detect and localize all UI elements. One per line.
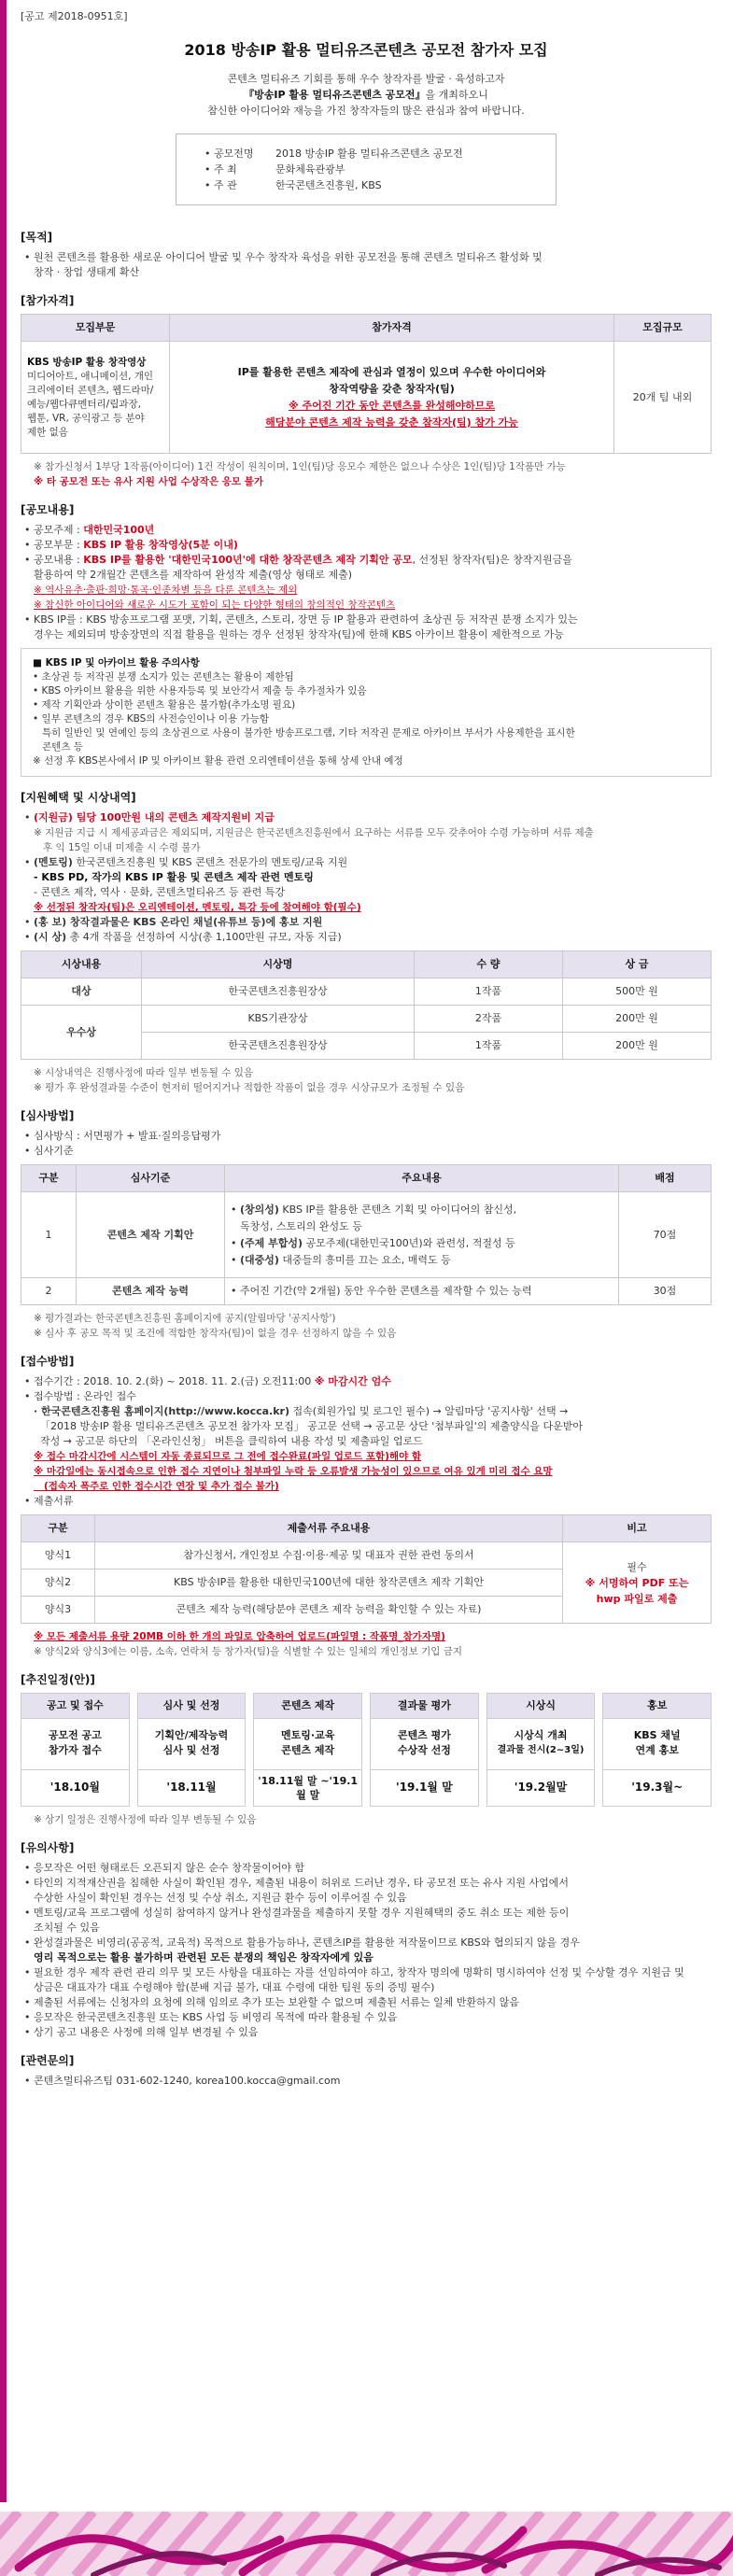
section-review-heading: [심사방법] [21,1109,75,1122]
page-title: 2018 방송IP 활용 멀티유즈콘텐츠 공모전 참가자 모집 [184,41,548,59]
schedule-step: 심사 및 선정 기획안/제작능력 심사 및 선정 '18.11월 [137,1693,247,1807]
eligibility-table: 모집부문 참가자격 모집규모 KBS 방송IP 활용 창작영상 미디어아트, 애니메이션, 개인 크리에이터 콘텐츠, 웹드라마/ 예능/웹다큐멘터리/립과장, 웹툰, VR, 공익광고 등 분야 제한 없음 IP를 활용한 콘텐츠 제작에 관심과 열정이 있으며 우수한 아이디어와 창작역량을 갖춘 창작자(팀) ※ 주어진 기간 동안 콘텐츠를 완성해야하므로 해당분야 콘텐츠 제작 능력을 갖춘 참작자(팀) 참가 가능 20개 팀 내외 [21,314,712,454]
section-support-heading: [지원혜택 및 시상내역] [21,791,136,804]
ip-caution-box: ■ KBS IP 및 아카이브 활용 주의사항 • 초상권 등 저작권 분쟁 소지가 있는 콘텐츠는 활용이 제한됨 • KBS 아카이브 활용을 위한 사용자등록 및 보안각서 제출 등 추가절차가 있음 • 제작 기획안과 상이한 콘텐츠 활용은 불가함(추가소명 필요) • 일부 콘텐츠의 경우 KBS의 사전승인이나 이용 가능함 특히 일반인 및 연예인 등의 초상권으로 사용이 불가한 방송프로그램, 기타 저작권 문제로 아카이브 부서가 사용제한을 표시한 콘텐츠 등 ※ 선정 후 KBS본사에서 IP 및 아카이브 활용 관련 오리엔테이션을 통해 상세 안내 예정 [21,648,712,777]
table-row: 대상 한국콘텐츠진흥원장상 1작품 500만 원 [21,978,712,1006]
notice-number: [공고 제2018-0951호] [21,10,128,22]
table-row: 양식2 KBS 방송IP를 활용한 대한민국100년에 대한 창작콘텐츠 제작 기획안 [21,1570,712,1597]
summary-box [176,134,557,205]
side-accent-bar [0,0,7,2502]
purpose-text: • 원천 콘텐츠를 활용한 새로운 아이디어 발굴 및 우수 창작자 육성을 위한 공모전을 통해 콘텐츠 멀티유즈 활성화 및 [21,250,712,265]
schedule-step: 결과물 평가 콘텐츠 평가 수상작 선정 '19.1월 말 [370,1693,479,1807]
summary-row: • 주 관 한국콘텐츠진흥원, KBS [204,179,382,191]
stripe-pattern-icon [0,2512,733,2576]
section-schedule-heading: [추진일정(안)] [21,1673,95,1686]
intro-text: 콘텐츠 멀티유즈 기회를 통해 우수 창작자를 발굴 · 육성하고자 『방송IP 활용 멀티유즈콘텐츠 공모전』을 개최하오니 참신한 아이디어와 재능을 가진 창작자들의 많은 관심과 참여 바랍니다. [207,73,525,117]
table-row: 우수상 KBS기관장상 2작품 200만 원 [21,1006,712,1033]
schedule-flow [21,1693,712,1807]
summary-row: • 주 최 문화체육관광부 [204,163,345,176]
section-contact-heading: [관련문의] [21,2054,75,2067]
section-eligibility-heading: [참가자격] [21,294,75,307]
table-row: 양식1 참가신청서, 개인정보 수집·이용·제공 및 대표자 권한 관련 동의서 필수 ※ 서명하여 PDF 또는 hwp 파일로 제출 [21,1542,712,1570]
table-row: 1 콘텐츠 제작 기획안 • (창의성) KBS IP를 활용한 콘텐츠 기획 및 아이디어의 참신성, 독창성, 스토리의 완성도 등 • (주제 부합성) 공모주제(대한민국100년)와 관련성, 적절성 등 • (대중성) 대중들의 흥미를 끄는 요소, 매력도 등 70점 [21,1192,712,1278]
schedule-step: 홍보 KBS 채널 연계 홍보 '19.3월~ [602,1693,712,1807]
section-contents-heading: [공모내용] [21,503,75,516]
schedule-step: 콘텐츠 제작 멘토링·교육 콘텐츠 제작 '18.11월 말 ~'19.1월 말 [253,1693,362,1807]
schedule-step: 시상식 시상식 개최 결과물 전시(2~3일) '19.2월말 [486,1693,596,1807]
summary-row: • 공모전명 2018 방송IP 활용 멀티유즈콘텐츠 공모전 [204,148,463,160]
contact-info: • 콘텐츠멀티유즈팀 031-602-1240, korea100.kocca@gmail.com [21,2074,712,2089]
section-apply-heading: [접수방법] [21,1355,75,1368]
schedule-step: 공고 및 접수 공모전 공고 참가자 접수 '18.10월 [21,1693,130,1807]
section-caution-heading: [유의사항] [21,1841,75,1854]
table-row: 양식3 콘텐츠 제작 능력(해당분야 콘텐츠 제작 능력을 확인할 수 있는 자료) [21,1597,712,1624]
section-purpose-heading: [목적] [21,231,53,244]
documents-table: 구분 제출서류 주요내용 비고 양식1 참가신청서, 개인정보 수집·이용·제공 및 대표자 권한 관련 동의서 필수 ※ 서명하여 PDF 또는 hwp 파일로 제출 양식2 KBS 방송IP를 활용한 대한민국100년에 대한 창작콘텐츠 제작 기획안 양식3 콘텐츠 제작 능력(해당분야 콘텐츠 제작 능력을 확인할 수 있는 자료) [21,1514,712,1624]
review-table: 구분 심사기준 주요내용 배점 1 콘텐츠 제작 기획안 • (창의성) KBS IP를 활용한 콘텐츠 기획 및 아이디어의 참신성, 독창성, 스토리의 완성도 등 • (주제 부합성) 공모주제(대한민국100년)와 관련성, 적절성 등 • (대중성) 대중들의 흥미를 끄는 요소, 매력도 등 70점 2 콘텐츠 제작 능력 • 주어진 기간(약 2개월) 동안 우수한 콘텐츠를 제작할 수 있는 능력 30점 [21,1164,712,1305]
decorative-footer-pattern [0,2512,733,2576]
notice-content: [공고 제2018-0951호] 2018 방송IP 활용 멀티유즈콘텐츠 공모전 참가자 모집 콘텐츠 멀티유즈 기회를 통해 우수 창작자를 발굴 · 육성하고자 『방송IP 활용 멀티유즈콘텐츠 공모전』을 개최하오니 참신한 아이디어와 재능을 가진 창작자들의 많은 관심과 참여 바랍니다. • 공모전명 2018 방송IP 활용 멀티유즈콘텐츠 공모전 • 주 최 문화체육관광부 • 주 관 한국콘텐츠진흥원, KBS [목적] • 원천 콘텐츠를 활용한 새로운 아이디어 발굴 및 우수 창작자 육성을 위한 공모전을 통해 콘텐츠 멀티유즈 활성화 및 창작 · 창업 생태계 확산 [참가자격] 모집부문 참가자격 모집규모 KBS 방송IP 활용 창작영상 미디어아트, 애니메이션, 개인 크리에이터 콘텐츠, 웹드라마/ 예능/웹다큐멘터리/립과장, 웹툰, VR, 공익광고 등 분야 제한 없음 IP를 활용한 콘텐츠 제작에 관심과 열정이 있으며 우수한 아이디어와 창작역량을 갖춘 창작자(팀) ※ 주어진 기간 동안 콘텐츠를 완성해야하므로 해당분야 콘텐츠 제작 능력을 갖춘 참작자(팀) 참가 가능 20개 팀 내외 ※ 참가신청서 1부당 1작품(아이디어) 1건 작성이 원칙이며, 1인(팀)당 응모수 제한은 없으나 수상은 1인(팀)당 1작품만 가능 ※ 타 공모전 또는 유사 지원 사업 수상작은 응모 불가 [공모내용] • 공모주제 : 대한민국100년 • 공모부문 : KBS IP 활용 창작영상(5분 이내) • 공모내용 : KBS IP를 활용한 '대한민국100년'에 대한 창작콘텐츠 제작 기획안 공모, 선정된 창작자(팀)은 창작지원금을 활용하여 약 2개월간 콘텐츠를 제작하여 완성작 제출(영상 형태로 제출) ※ 역사유추·출판·희망·통곡·인종차별 등을 다룬 콘텐츠는 제외 ※ 참신한 아이디어와 새로운 시도가 포함이 되는 다양한 형태의 창의적인 창작콘텐츠 • KBS IP를 : KBS 방송프로그램 포맷, 기획, 콘텐츠, 스토리, 장면 등 IP 활용과 관련하여 초상권 등 저작권 분쟁 소지가 있는 경우는 제외되며 방송장면의 직접 활용을 원하는 경우 선정된 창작자(팀)에 한해 KBS 아카이브 활용이 제한적으로 가능 ■ KBS IP 및 아카이브 활용 주의사항 • 초상권 등 저작권 분쟁 소지가 있는 콘텐츠는 활용이 제한됨 • KBS 아카이브 활용을 위한 사용자등록 및 보안각서 제출 등 추가절차가 있음 • 제작 기획안과 상이한 콘텐츠 활용은 불가함(추가소명 필요) • 일부 콘텐츠의 경우 KBS의 사전승인이나 이용 가능함 특히 일반인 및 연예인 등의 초상권으로 사용이 불가한 방송프로그램, 기타 저작권 문제로 아카이브 부서가 사용제한을 표시한 콘텐츠 등 ※ 선정 후 KBS본사에서 IP 및 아카이브 활용 관련 오리엔테이션을 통해 상세 안내 예정 [지원혜택 및 시상내역] • (지원금) 팀당 100만원 내의 콘텐츠 제작지원비 지급 ※ 지원금 지급 시 제세공과금은 제외되며, 지원금은 한국콘텐츠진흥원에서 요구하는 서류를 모두 갖추어야 수령 가능하며 서류 제출 후 익 15일 이내 미제출 시 수령 불가 • (멘토링) 한국콘텐츠진흥원 및 KBS 콘텐츠 전문가의 멘토링/교육 지원 - KBS PD, 작가의 KBS IP 활용 및 콘텐츠 제작 관련 멘토링 - 콘텐츠 제작, 역사 · 문화, 콘텐츠멀티유즈 등 관련 특강 ※ 선정된 창작자(팀)은 오리엔테이션, 멘토링, 특강 등에 참여해야 함(필수) • (홍 보) 창작결과물은 KBS 온라인 채널(유튜브 등)에 홍보 지원 • (시 상) 총 4개 작품을 선정하여 시상(총 1,100만원 규모, 자동 지급) 시상내용 시상명 수 량 상 금 대상 한국콘텐츠진흥원장상 1작품 500만 원 우수상 KBS기관장상 2작품 200만 원 한국콘텐츠진흥원장상 1작품 200만 원 ※ 시상내역은 진행사정에 따라 일부 변동될 수 있음 ※ 평가 후 완성결과물 수준이 현저히 떨어지거나 적합한 작품이 없을 경우 시상규모가 조정될 수 있음 [심사방법] • 심사방식 : 서면평가 + 발표·질의응답평가 • 심사기준 구분 심사기준 주요내용 배점 1 콘텐츠 제작 기획안 • (창의성) KBS IP를 활용한 콘텐츠 기획 및 아이디어의 참신성, 독창성, 스토리의 완성도 등 • (주제 부합성) 공모주제(대한민국100년)와 관련성, 적절성 등 • (대중성) 대중들의 흥미를 끄는 요소, 매력도 등 70점 2 콘텐츠 제작 능력 • 주어진 기간(약 2개월) 동안 우수한 콘텐츠를 제작할 수 있는 능력 30점 ※ 평가결과는 한국콘텐츠진흥원 홈페이지에 공지(알림마당 '공지사항') ※ 심사 후 공모 목적 및 조건에 적합한 창작자(팀)이 없을 경우 선정하지 않을 수 있음 [접수방법] • 접수기간 : 2018. 10. 2.(화) ~ 2018. 11. 2.(금) 오전11:00 ※ 마감시간 엄수 • 접수방법 : 온라인 접수 · 한국콘텐츠진흥원 홈페이지(http://www.kocca.kr) 접속(회원가입 및 로그인 필수) → 알림마당 '공지사항' 선택 → 「2018 방송IP 활용 멀티유즈콘텐츠 공모전 참가자 모집」 공고문 선택 → 공고문 상단 '첨부파일'의 제출양식을 다운받아 작성 → 공고문 하단의 「온라인신청」 버튼을 클릭하여 내용 작성 및 제출파일 업로드 ※ 접수 마감시간에 시스템이 자동 종료되므로 그 전에 접수완료(파일 업로드 포함)해야 함 ※ 마감일에는 동시접속으로 인한 접수 지연이나 첨부파일 누락 등 오류발생 가능성이 있으므로 여유 있게 미리 접수 요망 (접속자 폭주로 인한 접수시간 연장 및 추가 접수 불가) • 제출서류 구분 제출서류 주요내용 비고 양식1 참가신청서, 개인정보 수집·이용·제공 및 대표자 권한 관련 동의서 필수 ※ 서명하여 PDF 또는 hwp 파일로 제출 양식2 KBS 방송IP를 활용한 대한민국100년에 대한 창작콘텐츠 제작 기획안 양식3 콘텐츠 제작 능력(해당분야 콘텐츠 제작 능력을 확인할 수 있는 자료) ※ 모든 제출서류 용량 20MB 이하 한 개의 파일로 압축하여 업로드(파일명 : 작품명_참가자명) ※ 양식2와 양식3에는 이름, 소속, 연락처 등 창가자(팀)을 식별할 수 있는 일체의 개인정보 기입 금지 [추진일정(안)] 공고 및 접수 공모전 공고 참가자 접수 '18.10월 심사 및 선정 기획안/제작능력 심사 및 선정 '18.11월 콘텐츠 제작 멘토링·교육 콘텐츠 제작 '18.11월 말 ~'19.1월 말 결과물 평가 콘텐츠 평가 수상작 선정 '19.1월 말 시상식 시상식 개최 결과물 전시(2~3일) '19.2월말 홍보 KBS 채널 연계 홍보 '19.3월~ ※ 상기 일정은 진행사정에 따라 일부 변동될 수 있음 [유의사항] • 응모작은 어떤 형태로든 오픈되지 않은 순수 창작물이어야 함 • 타인의 지적재산권을 침해한 사실이 확인된 경우, 제출된 내용이 허위로 드러난 경우, 타 공모전 또는 유사 지원 사업에서 수상한 사실이 확인된 경우는 선정 및 수상 취소, 지원금 환수 등이 이루어질 수 있음 • 멘토링/교육 프로그램에 성실히 참여하지 않거나 완성결과물을 제출하지 못할 경우 지원혜택의 중도 취소 또는 제한 등이 조치될 수 있음 • 완성결과물은 비영리(공공적, 교육적) 목적으로 활용가능하나, 콘텐츠IP를 활용한 저작물이므로 KBS와 협의되지 않을 경우 영리 목적으로는 활용 불가하며 관련된 모든 분쟁의 책임은 창작자에게 있음 • 필요한 경우 제작 관련 관리 의무 및 모든 사항을 대표하는 자를 선임하여야 하고, 창작자 명의에 명확히 명시하여야 선정 및 수상할 경우 지원금 및 상금은 대표자가 대표 수령해야 함(분배 지급 불가, 대표 수령에 대한 팀원 동의 증빙 필수) • 제출된 서류에는 신청자의 요청에 의해 임의로 추가 또는 보완할 수 없으며 제출된 서류는 일체 반환하지 않음 • 응모작은 한국콘텐츠진흥원 또는 KBS 사업 등 비영리 목적에 따라 활용될 수 있음 • 상기 공고 내용은 사정에 의해 일부 변경될 수 있음 [관련문의] • 콘텐츠멀티유즈팀 031-602-1240, korea100.kocca@gmail.com [21,9,712,2089]
table-row: 2 콘텐츠 제작 능력 • 주어진 기간(약 2개월) 동안 우수한 콘텐츠를 제작할 수 있는 능력 30점 [21,1278,712,1305]
award-table: 시상내용 시상명 수 량 상 금 대상 한국콘텐츠진흥원장상 1작품 500만 원 우수상 KBS기관장상 2작품 200만 원 한국콘텐츠진흥원장상 1작품 200만 원 [21,950,712,1060]
table-row: 한국콘텐츠진흥원장상 1작품 200만 원 [21,1033,712,1060]
